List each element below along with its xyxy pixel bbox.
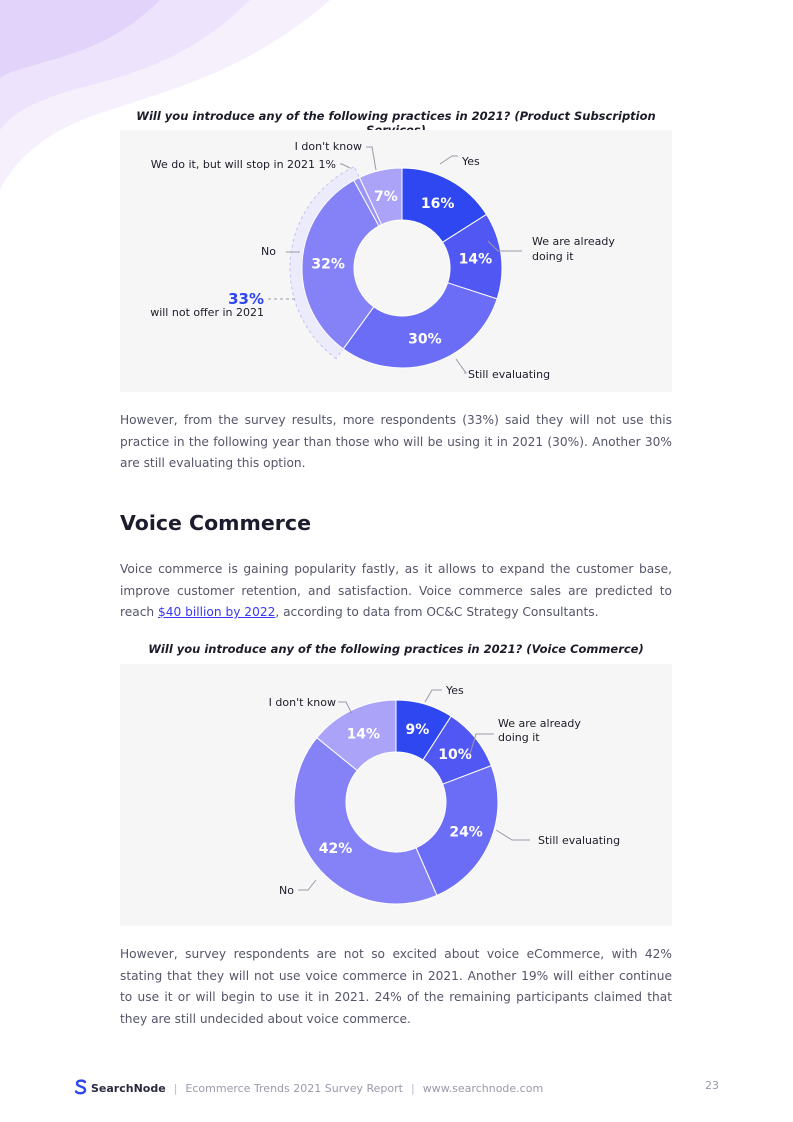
slice-category-label: Yes <box>462 155 480 168</box>
slice-value-label: 7% <box>373 188 398 205</box>
footer-url[interactable]: www.searchnode.com <box>422 1082 544 1095</box>
slice-category-label: Still evaluating <box>538 834 621 847</box>
slice-category-label: 33% <box>228 290 264 308</box>
slice-category-label: No <box>261 245 276 258</box>
footer-separator: | <box>410 1082 415 1095</box>
leader-line <box>298 880 316 890</box>
slice-category-label: doing it <box>532 250 574 263</box>
slice-category-label: will not offer in 2021 <box>150 306 264 319</box>
link-40-billion[interactable]: $40 billion by 2022 <box>158 605 276 619</box>
paragraph-text: Voice commerce is gaining popularity fastly, as it allows to expand the customer base, improve customer retention, and satisfaction. Voice commerce sales are predicted to reach <box>120 562 672 619</box>
paragraph-subscription-results: However, from the survey results, more respondents (33%) said they will not use this practice in the following year than those who will be using it in 2021 (30%). Another 30% are still evaluating this option. <box>120 413 672 470</box>
paragraph-voice-commerce-intro <box>120 559 672 624</box>
slice-value-label: 24% <box>449 824 483 841</box>
slice-category-label: We are already <box>498 717 581 730</box>
footer-brand: SearchNode <box>91 1082 166 1095</box>
chart-panel-subscription <box>120 130 672 392</box>
leader-line <box>425 690 442 702</box>
slice-value-label: 9% <box>405 722 430 739</box>
slice-value-label: 42% <box>318 841 353 858</box>
searchnode-logo-icon <box>74 1079 88 1095</box>
slice-value-label: 14% <box>346 726 381 743</box>
slice-value-label: 16% <box>420 196 455 213</box>
slice-category-label: doing it <box>498 731 540 744</box>
donut-chart-voice-commerce <box>120 664 672 926</box>
leader-line <box>496 830 530 840</box>
slice-category-label: We do it, but will stop in 2021 1% <box>150 158 336 171</box>
footer-separator: | <box>173 1082 178 1095</box>
donut-slice <box>343 283 497 368</box>
page-footer <box>74 1079 719 1095</box>
slice-value-label: 30% <box>408 331 442 348</box>
chart-title-voice-commerce: Will you introduce any of the following practices in 2021? (Voice Commerce) <box>148 642 644 656</box>
slice-value-label: 32% <box>311 256 345 273</box>
leader-line <box>366 147 376 170</box>
paragraph-voice-commerce-results: However, survey respondents are not so excited about voice eCommerce, with 42% stating that they will not use voice commerce in 2021. Another 19% will either continue to use it or will begin to use it in 2021. 24% of the remaining participants claimed that they are still undecided about voice commerce. <box>120 947 672 1026</box>
slice-category-label: I don't know <box>294 140 362 153</box>
chart-title-subscription: Will you introduce any of the following practices in 2021? (Product Subscription <box>136 109 656 123</box>
section-heading-voice-commerce: Voice Commerce <box>120 511 311 535</box>
slice-category-label: Still evaluating <box>468 368 551 381</box>
chart-panel-voice-commerce <box>120 664 672 926</box>
slice-value-label: 14% <box>458 251 493 268</box>
leader-line <box>340 164 350 168</box>
slice-category-label: No <box>279 884 294 897</box>
slice-value-label: 10% <box>438 747 472 764</box>
page-number: 23 <box>705 1079 719 1092</box>
slice-category-label: I don't know <box>268 696 336 709</box>
slice-category-label: Yes <box>446 684 464 697</box>
footer-report-title: Ecommerce Trends 2021 Survey Report <box>185 1082 403 1095</box>
leader-line <box>440 156 458 164</box>
donut-chart-subscription <box>120 130 672 392</box>
paragraph-text: , according to data from OC&C Strategy Consultants. <box>275 605 599 619</box>
slice-category-label: We are already <box>532 235 615 248</box>
leader-line <box>456 359 466 373</box>
